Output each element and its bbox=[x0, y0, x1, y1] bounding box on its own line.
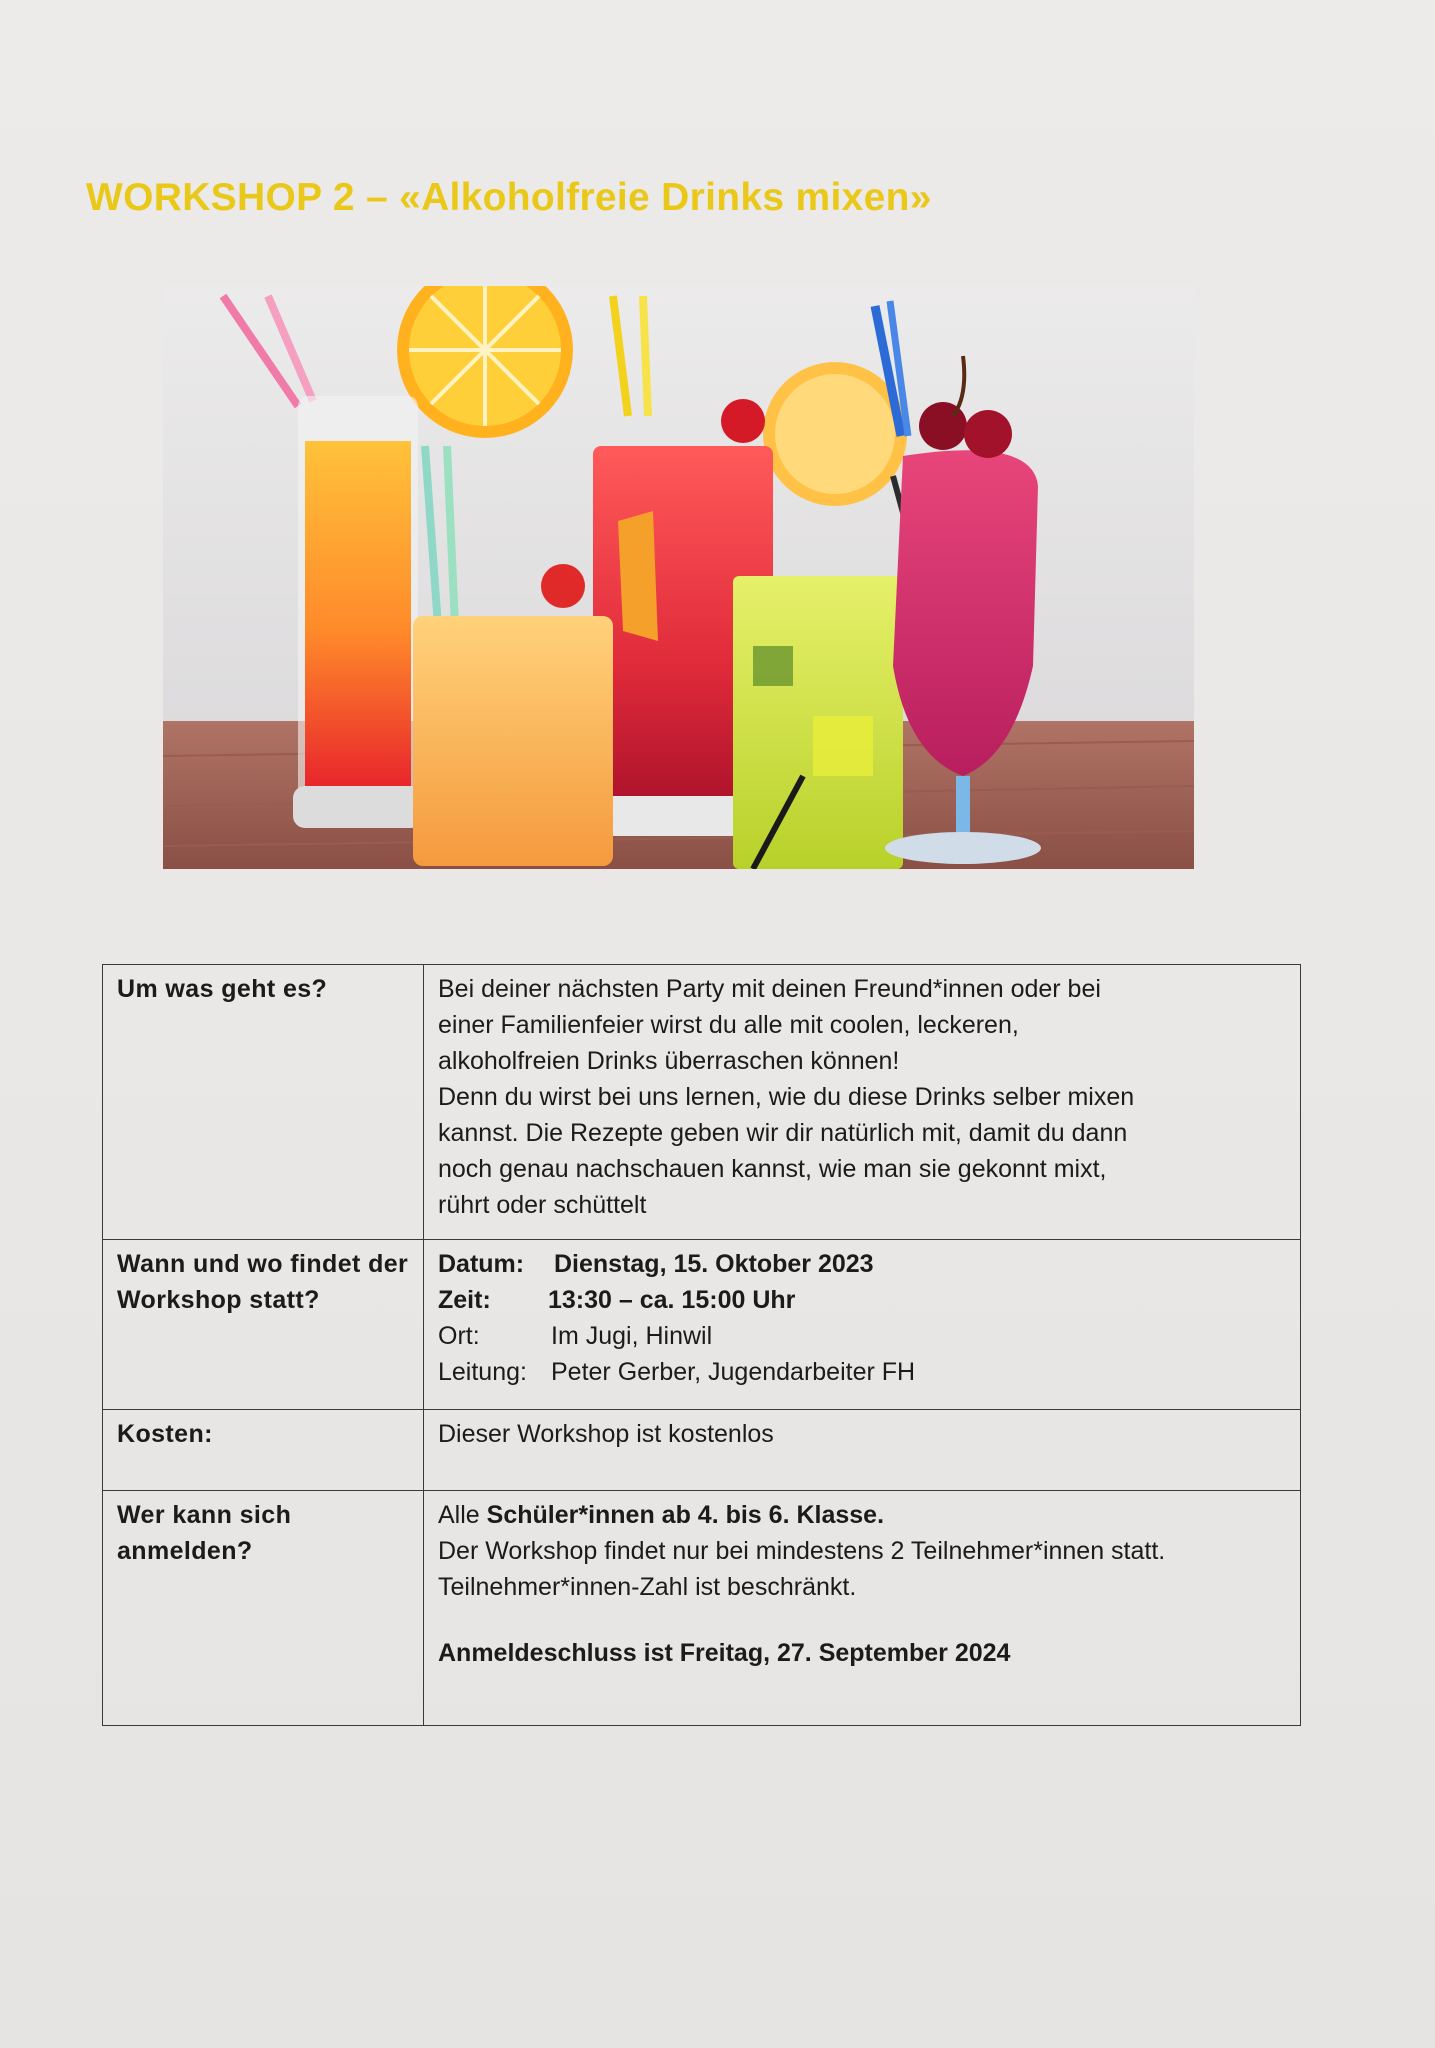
who-details bbox=[424, 1491, 1301, 1726]
page-title: WORKSHOP 2 – «Alkoholfreie Drinks mixen» bbox=[86, 176, 932, 219]
about-line: alkoholfreien Drinks überraschen können! bbox=[438, 1047, 900, 1075]
who-line-2: Der Workshop findet nur bei mindestens 2 Teilnehmer*innen statt. bbox=[438, 1537, 1166, 1565]
spacer bbox=[438, 1605, 1288, 1635]
ort-key: Ort: bbox=[438, 1322, 480, 1350]
leitung-line bbox=[438, 1354, 1288, 1390]
who-line-1-prefix: Alle bbox=[438, 1501, 487, 1529]
zeit-value: 13:30 – ca. 15:00 Uhr bbox=[548, 1286, 796, 1314]
table-row-who bbox=[103, 1491, 1301, 1726]
when-details bbox=[424, 1240, 1301, 1410]
ort-line bbox=[438, 1318, 1288, 1354]
ort-value: Im Jugi, Hinwil bbox=[551, 1322, 713, 1350]
datum-value: Dienstag, 15. Oktober 2023 bbox=[554, 1250, 874, 1278]
table-row-when bbox=[103, 1240, 1301, 1410]
about-line: rührt oder schüttelt bbox=[438, 1191, 647, 1219]
about-description bbox=[424, 965, 1301, 1240]
who-label: Wer kann sich anmelden? bbox=[103, 1491, 424, 1726]
datum-line bbox=[438, 1246, 1288, 1282]
who-line-3: Teilnehmer*innen-Zahl ist beschränkt. bbox=[438, 1573, 857, 1601]
registration-deadline: Anmeldeschluss ist Freitag, 27. September 2024 bbox=[438, 1639, 1011, 1667]
about-label: Um was geht es? bbox=[103, 965, 424, 1240]
who-line-1-bold: Schüler*innen ab 4. bis 6. Klasse. bbox=[486, 1501, 885, 1529]
table-row-cost bbox=[103, 1410, 1301, 1491]
leitung-key: Leitung: bbox=[438, 1358, 527, 1386]
when-label: Wann und wo findet der Workshop statt? bbox=[103, 1240, 424, 1410]
about-line: noch genau nachschauen kannst, wie man sie gekonnt mixt, bbox=[438, 1155, 1107, 1183]
workshop-info-table bbox=[102, 964, 1301, 1726]
who-line-1 bbox=[438, 1497, 1288, 1533]
cocktail-drinks-photo bbox=[163, 286, 1194, 869]
about-line: kannst. Die Rezepte geben wir dir natürlich mit, damit du dann bbox=[438, 1119, 1128, 1147]
cost-label: Kosten: bbox=[103, 1410, 424, 1491]
cost-text: Dieser Workshop ist kostenlos bbox=[424, 1410, 1301, 1491]
about-line: Denn du wirst bei uns lernen, wie du diese Drinks selber mixen bbox=[438, 1083, 1135, 1111]
zeit-key: Zeit: bbox=[438, 1286, 491, 1314]
about-line: einer Familienfeier wirst du alle mit coolen, leckeren, bbox=[438, 1011, 1019, 1039]
datum-key: Datum: bbox=[438, 1250, 525, 1278]
zeit-line bbox=[438, 1282, 1288, 1318]
leitung-value: Peter Gerber, Jugendarbeiter FH bbox=[551, 1358, 916, 1386]
about-line: Bei deiner nächsten Party mit deinen Freund*innen oder bei bbox=[438, 975, 1101, 1003]
table-row-about bbox=[103, 965, 1301, 1240]
